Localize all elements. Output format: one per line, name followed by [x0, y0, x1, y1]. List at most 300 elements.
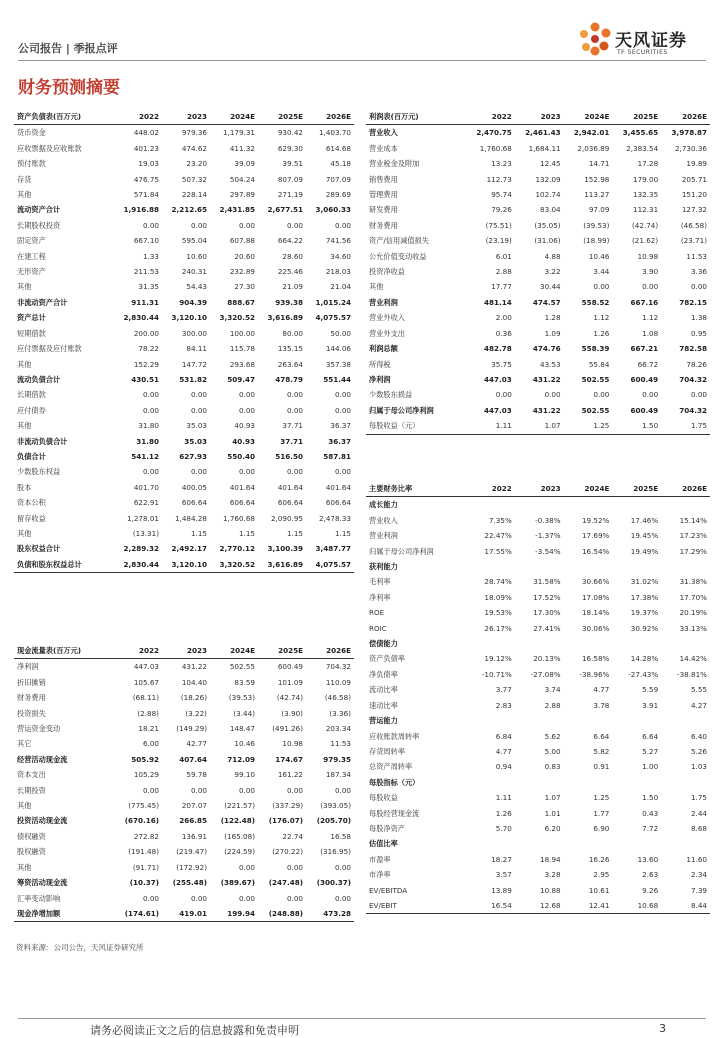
value-cell: 0.00: [334, 405, 351, 415]
row-label: 营业利润: [369, 297, 398, 307]
value-cell: 704.32: [325, 662, 351, 672]
value-cell: 930.42: [277, 128, 303, 138]
year-header: 2024E: [564, 481, 613, 497]
value-cell: 1.11: [495, 793, 512, 803]
value-cell: 14.28%: [630, 654, 659, 664]
value-cell: 3.22: [544, 267, 561, 277]
value-cell: (221.57): [224, 801, 255, 811]
value-cell: 2,677.51: [267, 205, 303, 215]
value-cell: 19.52%: [581, 515, 610, 525]
value-cell: [612, 775, 661, 790]
value-cell: 0.00: [238, 405, 255, 415]
table-row: [14, 752, 354, 767]
value-cell: 17.52%: [533, 592, 561, 602]
value-cell: 112.73: [486, 174, 512, 184]
value-cell: (31.06): [534, 236, 561, 246]
value-cell: (165.08): [224, 831, 255, 841]
table-row: [14, 156, 354, 171]
row-label: 利润总额: [369, 344, 398, 354]
value-cell: 6.40: [690, 731, 707, 741]
row-label: 营业税金及附加: [369, 159, 420, 169]
value-cell: 0.00: [190, 405, 207, 415]
value-cell: (18.26): [180, 693, 207, 703]
value-cell: 16.58: [330, 831, 351, 841]
value-cell: 2,289.32: [123, 544, 159, 554]
value-cell: [564, 775, 613, 790]
value-cell: 3.44: [593, 267, 610, 277]
table-row: [14, 798, 354, 813]
value-cell: [515, 497, 564, 513]
value-cell: (316.95): [320, 847, 351, 857]
value-cell: (224.59): [224, 847, 255, 857]
value-cell: 531.82: [179, 374, 207, 384]
value-cell: 0.00: [593, 282, 610, 292]
value-cell: [466, 559, 515, 574]
row-label: 其他: [17, 528, 32, 538]
value-cell: 10.88: [540, 885, 561, 895]
value-cell: 5.26: [690, 746, 707, 756]
value-cell: [564, 836, 613, 851]
value-cell: 31.38%: [679, 577, 707, 587]
value-cell: (3.36): [329, 708, 351, 718]
table-row: [366, 387, 710, 402]
table-row: [366, 574, 710, 589]
table-row: [14, 495, 354, 510]
value-cell: 4.77: [593, 685, 610, 695]
value-cell: -3.54%: [535, 546, 561, 556]
row-label: 长期借款: [17, 390, 46, 400]
value-cell: 12.68: [515, 898, 564, 914]
value-cell: 289.69: [325, 190, 351, 200]
row-label: 流动比率: [369, 685, 398, 695]
value-cell: 0.00: [286, 862, 303, 872]
row-label: 其他: [17, 862, 32, 872]
value-cell: (39.53): [583, 220, 610, 230]
value-cell: 11.53: [330, 739, 351, 749]
value-cell: 174.67: [275, 754, 303, 764]
value-cell: 7.35%: [488, 515, 512, 525]
row-label: 速动比率: [369, 700, 398, 710]
row-label: ROIC: [369, 623, 387, 633]
value-cell: 1,015.24: [315, 297, 351, 307]
value-cell: [466, 636, 515, 651]
value-cell: 95.74: [491, 190, 512, 200]
value-cell: 1,684.11: [528, 143, 561, 153]
row-label: 归属于母公司净利润: [369, 546, 434, 556]
row-label: 公允价值变动收益: [369, 251, 427, 261]
year-header: 2025E: [612, 109, 661, 125]
value-cell: (205.70): [316, 816, 351, 826]
value-cell: 179.00: [633, 174, 659, 184]
value-cell: (300.37): [316, 878, 351, 888]
value-cell: 144.06: [325, 344, 351, 354]
value-cell: 667.10: [133, 236, 159, 246]
value-cell: 19.37%: [630, 608, 659, 618]
value-cell: 0.00: [238, 785, 255, 795]
table-row: [14, 434, 354, 449]
table-row: [366, 357, 710, 372]
value-cell: 0.00: [334, 467, 351, 477]
row-label: 股本: [17, 482, 32, 492]
value-cell: 0.00: [190, 220, 207, 230]
value-cell: 704.32: [679, 405, 707, 415]
value-cell: 558.39: [581, 344, 610, 354]
value-cell: 10.98: [282, 739, 303, 749]
value-cell: (491.26): [272, 724, 303, 734]
value-cell: 1.25: [593, 793, 610, 803]
value-cell: (2.88): [137, 708, 159, 718]
value-cell: 0.00: [238, 893, 255, 903]
value-cell: 300.00: [181, 328, 207, 338]
row-label: 筹资活动现金流: [17, 878, 68, 888]
table-row: [14, 403, 354, 418]
value-cell: [564, 559, 613, 574]
value-cell: 2,036.89: [577, 143, 610, 153]
value-cell: 0.00: [544, 390, 561, 400]
table-header-row: [366, 481, 710, 497]
value-cell: 1.26: [495, 808, 512, 818]
row-label: 负债和股东权益总计: [14, 557, 114, 573]
value-cell: 10.61: [588, 885, 610, 895]
value-cell: [466, 497, 515, 513]
value-cell: 36.37: [330, 421, 351, 431]
value-cell: -27.08%: [530, 669, 561, 679]
value-cell: 18.09%: [484, 592, 512, 602]
value-cell: 16.54: [466, 898, 515, 914]
value-cell: 3.90: [642, 267, 659, 277]
value-cell: 2,090.95: [270, 513, 303, 523]
value-cell: 482.78: [484, 344, 512, 354]
value-cell: 35.03: [184, 436, 207, 446]
value-cell: 19.53%: [484, 608, 512, 618]
value-cell: 1.15: [286, 528, 303, 538]
value-cell: [564, 636, 613, 651]
value-cell: [612, 497, 661, 513]
value-cell: 0.94: [495, 762, 512, 772]
section-label: 获利能力: [369, 562, 398, 572]
value-cell: 7.39: [690, 885, 707, 895]
value-cell: 19.12%: [484, 654, 512, 664]
value-cell: 10.60: [186, 251, 207, 261]
value-cell: 35.75: [491, 359, 512, 369]
value-cell: 66.72: [637, 359, 659, 369]
value-cell: 447.03: [133, 662, 159, 672]
value-cell: 509.47: [227, 374, 255, 384]
value-cell: [661, 497, 710, 513]
value-cell: 2.34: [690, 870, 707, 880]
value-cell: 84.11: [186, 344, 207, 354]
value-cell: 1.25: [564, 418, 613, 434]
row-label: 股东权益合计: [17, 544, 61, 554]
value-cell: 3,060.33: [315, 205, 351, 215]
value-cell: 18.94: [540, 854, 561, 864]
value-cell: 782.58: [679, 344, 707, 354]
row-label: 资本支出: [17, 770, 46, 780]
value-cell: 6.00: [142, 739, 159, 749]
value-cell: 0.00: [286, 220, 303, 230]
value-cell: 0.43: [642, 808, 659, 818]
row-label: 每股收益（元）: [366, 418, 466, 434]
value-cell: 218.03: [325, 267, 351, 277]
value-cell: 152.98: [584, 174, 610, 184]
value-cell: 0.00: [286, 893, 303, 903]
value-cell: 2,212.65: [171, 205, 207, 215]
value-cell: 5.00: [544, 746, 561, 756]
table-row: [14, 721, 354, 736]
table-row: [14, 125, 354, 141]
value-cell: 1,760.68: [479, 143, 512, 153]
value-cell: 558.52: [581, 297, 610, 307]
value-cell: 0.00: [190, 893, 207, 903]
row-label: 其他: [17, 359, 32, 369]
row-label: 营业外收入: [369, 313, 405, 323]
value-cell: (219.47): [176, 847, 207, 857]
value-cell: 17.30%: [533, 608, 561, 618]
value-cell: 19.49%: [630, 546, 659, 556]
value-cell: 571.84: [133, 190, 159, 200]
value-cell: 232.89: [229, 267, 255, 277]
value-cell: 127.32: [681, 205, 707, 215]
value-cell: [564, 497, 613, 513]
row-label: 营业成本: [369, 143, 398, 153]
value-cell: 263.64: [277, 359, 303, 369]
value-cell: 17.77: [491, 282, 512, 292]
value-cell: 504.24: [229, 174, 255, 184]
value-cell: 97.09: [588, 205, 610, 215]
value-cell: 13.89: [491, 885, 512, 895]
table-row: [14, 706, 354, 721]
value-cell: (3.22): [185, 708, 207, 718]
row-label: 资产/信用减值损失: [369, 236, 429, 246]
row-label: 每股净资产: [369, 823, 405, 833]
value-cell: [466, 713, 515, 728]
value-cell: 17.70%: [679, 592, 707, 602]
year-header: 2022: [466, 109, 515, 125]
row-label: 少数股东损益: [369, 390, 413, 400]
value-cell: 17.46%: [630, 515, 659, 525]
value-cell: 21.09: [282, 282, 303, 292]
row-label: 总资产周转率: [369, 762, 413, 772]
table-title: 利润表(百万元): [366, 109, 466, 125]
value-cell: 0.00: [593, 390, 610, 400]
value-cell: 2,478.33: [318, 513, 351, 523]
value-cell: 27.30: [234, 282, 255, 292]
value-cell: [612, 713, 661, 728]
logo-name: 天风证券: [615, 31, 687, 51]
table-row: [366, 172, 710, 187]
row-label: 营业利润: [369, 531, 398, 541]
value-cell: 37.71: [280, 436, 303, 446]
value-cell: 2,470.75: [476, 128, 512, 138]
value-cell: 447.03: [484, 405, 512, 415]
value-cell: 474.76: [532, 344, 561, 354]
value-cell: 1.00: [642, 762, 659, 772]
value-cell: 807.09: [277, 174, 303, 184]
value-cell: 606.64: [229, 498, 255, 508]
value-cell: 207.07: [181, 801, 207, 811]
value-cell: 101.09: [277, 677, 303, 687]
value-cell: 1.15: [334, 528, 351, 538]
value-cell: 595.04: [181, 236, 207, 246]
row-label: 每股经营现金流: [369, 808, 420, 818]
value-cell: 12.41: [564, 898, 613, 914]
value-cell: 2.88: [495, 267, 512, 277]
value-cell: 22.74: [282, 831, 303, 841]
value-cell: (68.11): [132, 693, 159, 703]
value-cell: 0.00: [238, 862, 255, 872]
year-header: 2026E: [661, 109, 710, 125]
value-cell: 1.28: [544, 313, 561, 323]
row-label: 折旧摊销: [17, 677, 46, 687]
value-cell: 3,978.87: [671, 128, 707, 138]
flower-logo-icon: [575, 20, 615, 60]
value-cell: (122.48): [220, 816, 255, 826]
value-cell: [515, 775, 564, 790]
year-header: 2025E: [612, 481, 661, 497]
value-cell: 83.04: [540, 205, 561, 215]
row-label: 其他: [17, 282, 32, 292]
value-cell: 293.68: [229, 359, 255, 369]
value-cell: 203.34: [325, 724, 351, 734]
table-row: [366, 821, 710, 836]
value-cell: 473.28: [306, 906, 354, 922]
row-label: 流动负债合计: [17, 374, 61, 384]
value-cell: 478.79: [275, 374, 303, 384]
value-cell: 22.47%: [484, 531, 512, 541]
source-note: 资料来源：公司公告，天风证券研究所: [16, 943, 144, 952]
value-cell: 741.56: [325, 236, 351, 246]
value-cell: 14.42%: [679, 654, 707, 664]
value-cell: 19.45%: [630, 531, 659, 541]
year-header: 2022: [466, 481, 515, 497]
value-cell: [466, 836, 515, 851]
value-cell: 600.49: [277, 662, 303, 672]
table-row: [366, 867, 710, 882]
value-cell: 1.08: [642, 328, 659, 338]
value-cell: 99.10: [234, 770, 255, 780]
value-cell: 10.98: [637, 251, 659, 261]
section-row: [366, 559, 710, 574]
value-cell: (21.62): [632, 236, 659, 246]
value-cell: 16.54%: [581, 546, 610, 556]
table-row: [14, 480, 354, 495]
value-cell: 0.00: [190, 467, 207, 477]
year-header: 2025E: [258, 643, 306, 659]
value-cell: 9.26: [642, 885, 659, 895]
row-label: 预付账款: [17, 159, 46, 169]
value-cell: 17.23%: [679, 531, 707, 541]
footer-disclaimer: 请务必阅读正文之后的信息披露和免责申明: [90, 1024, 299, 1037]
value-cell: 979.35: [323, 754, 351, 764]
value-cell: 80.00: [282, 328, 303, 338]
value-cell: 6.64: [642, 731, 659, 741]
value-cell: (42.74): [276, 693, 303, 703]
year-header: 2023: [162, 109, 210, 125]
value-cell: 105.67: [133, 677, 159, 687]
value-cell: 1,484.28: [174, 513, 207, 523]
value-cell: 83.59: [234, 677, 255, 687]
value-cell: 132.09: [535, 174, 561, 184]
value-cell: 6.20: [544, 823, 561, 833]
table-header-row: [366, 109, 710, 125]
row-label: 非流动负债合计: [17, 436, 68, 446]
value-cell: 474.57: [532, 297, 561, 307]
table-row: [14, 295, 354, 310]
value-cell: 0.00: [142, 893, 159, 903]
table-row: [14, 172, 354, 187]
value-cell: 782.15: [679, 297, 707, 307]
table-row: [14, 218, 354, 233]
value-cell: 1,760.68: [222, 513, 255, 523]
value-cell: 0.00: [286, 405, 303, 415]
table-row: [366, 621, 710, 636]
value-cell: 0.00: [142, 405, 159, 415]
value-cell: 18.14%: [581, 608, 610, 618]
value-cell: 551.44: [323, 374, 351, 384]
table-title: 主要财务比率: [366, 481, 466, 497]
value-cell: 541.12: [131, 451, 159, 461]
value-cell: 401.64: [229, 482, 255, 492]
value-cell: 240.31: [181, 267, 207, 277]
value-cell: 8.44: [661, 898, 710, 914]
table-row: [14, 249, 354, 264]
table-row: [14, 310, 354, 325]
value-cell: 17.69%: [581, 531, 610, 541]
value-cell: (23.71): [680, 236, 707, 246]
value-cell: 102.74: [535, 190, 561, 200]
value-cell: 14.71: [588, 159, 610, 169]
value-cell: 148.47: [229, 724, 255, 734]
value-cell: 5.62: [544, 731, 561, 741]
value-cell: 8.68: [690, 823, 707, 833]
row-label: 货币资金: [17, 128, 46, 138]
value-cell: 39.09: [234, 159, 255, 169]
value-cell: 5.82: [593, 746, 610, 756]
value-cell: (42.74): [632, 220, 659, 230]
row-label: EV/EBIT: [366, 898, 466, 914]
value-cell: 30.06%: [581, 623, 610, 633]
value-cell: 1.15: [190, 528, 207, 538]
table-row: [366, 883, 710, 898]
table-row: [14, 541, 354, 556]
value-cell: 3,455.65: [622, 128, 659, 138]
row-label: 应收票据及应收账款: [17, 143, 82, 153]
value-cell: 43.53: [540, 359, 561, 369]
value-cell: 15.14%: [679, 515, 707, 525]
value-cell: [515, 836, 564, 851]
value-cell: 0.00: [286, 390, 303, 400]
row-label: 财务费用: [17, 693, 46, 703]
value-cell: (149.29): [176, 724, 207, 734]
value-cell: 1.12: [593, 313, 610, 323]
value-cell: [612, 559, 661, 574]
year-header: 2023: [162, 643, 210, 659]
value-cell: 3,320.52: [210, 557, 258, 573]
value-cell: -27.43%: [628, 669, 659, 679]
value-cell: -38.81%: [677, 669, 707, 679]
value-cell: 1.09: [544, 328, 561, 338]
table-row: [366, 528, 710, 543]
value-cell: (393.05): [320, 801, 351, 811]
value-cell: 888.67: [227, 297, 255, 307]
year-header: 2024E: [564, 109, 613, 125]
value-cell: 28.60: [282, 251, 303, 261]
value-cell: 135.15: [277, 344, 303, 354]
table-row: [366, 605, 710, 620]
table-row: [366, 544, 710, 559]
value-cell: 0.00: [286, 785, 303, 795]
value-cell: 16.58%: [581, 654, 610, 664]
